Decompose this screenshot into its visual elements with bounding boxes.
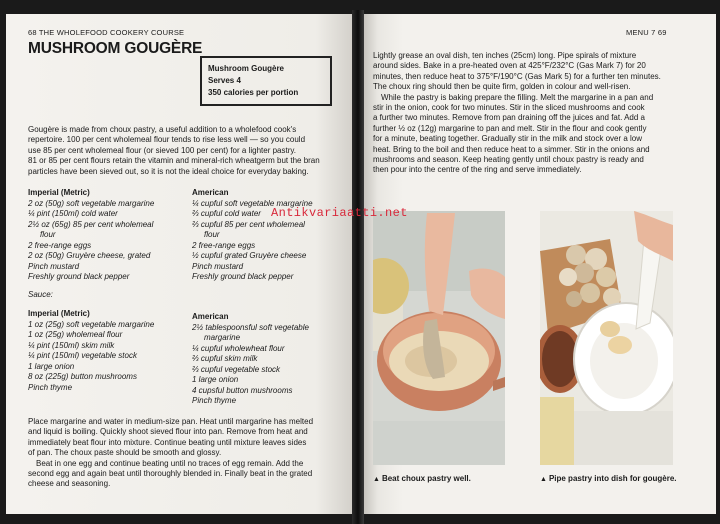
book-gutter bbox=[352, 10, 364, 524]
pastry-imperial-heading: Imperial (Metric) bbox=[28, 188, 90, 197]
method-line: The choux ring should then be quite firm, golden in colour and well-risen. bbox=[373, 82, 631, 92]
caption-right bbox=[540, 474, 677, 483]
method-line: stir in the onion, cook for two minutes. Stir in the sliced mushrooms and cook bbox=[373, 103, 645, 113]
recipe-title: MUSHROOM GOUGÈRE bbox=[28, 40, 203, 57]
method-line: cheese and seasoning. bbox=[28, 479, 111, 489]
ingredient-item: 2 oz (50g) Gruyère cheese, grated bbox=[28, 251, 151, 260]
ingredient-item: 4 cupsful button mushrooms bbox=[192, 385, 293, 395]
right-running-header: MENU 7 69 bbox=[626, 28, 667, 37]
ingredient-item: 1 oz (25g) wholemeal flour bbox=[28, 330, 123, 339]
intro-line: particles have been sieved out, so it is not the ideal choice for everyday baking. bbox=[28, 166, 309, 176]
ingredient-item: 2½ tablespoonsful soft vegetable bbox=[192, 322, 309, 332]
method-line: Place margarine and water in medium-size pan. Heat until margarine has melted bbox=[28, 417, 314, 426]
pastry-american-heading: American bbox=[192, 188, 229, 197]
ingredient-item: ⅔ cupful skim milk bbox=[192, 354, 258, 363]
pastry-american-column bbox=[192, 188, 342, 283]
method-line: Beat in one egg and continue beating until no traces of egg remain. Add the bbox=[36, 458, 304, 468]
ingredient-item: ¼ cupful wholewheat flour bbox=[192, 343, 285, 353]
method-line: of pan. The choux paste should be smooth and glossy. bbox=[28, 448, 222, 458]
beating-pastry-photo bbox=[373, 211, 505, 465]
ingredient-item: ⅔ cupful cold water bbox=[192, 209, 261, 218]
method-line: then pour into the centre of the ring and serve immediately. bbox=[373, 165, 582, 175]
intro-line: use 85 per cent wholemeal flour (or sieved 100 per cent) for a lighter pastry. bbox=[28, 145, 296, 155]
sauce-imperial-column bbox=[28, 309, 193, 393]
caption-arrow-icon: ▲ bbox=[373, 476, 380, 483]
ingredient-item: Pinch thyme bbox=[192, 396, 237, 405]
piping-pastry-illustration bbox=[540, 211, 673, 465]
pastry-imperial-list bbox=[28, 199, 193, 283]
left-method-paragraph bbox=[28, 417, 339, 490]
piping-pastry-photo bbox=[540, 211, 673, 465]
ingredient-item: 2 free-range eggs bbox=[28, 240, 92, 250]
ingredient-item: flour bbox=[204, 230, 220, 239]
method-line: and liquid is boiling. Quickly shoot sieved flour into pan. Remove from heat and bbox=[28, 427, 308, 437]
info-serves: Serves 4 bbox=[208, 76, 241, 85]
recipe-info-box bbox=[200, 56, 332, 106]
sauce-american-heading: American bbox=[192, 312, 229, 321]
ingredient-item: 2 oz (50g) soft vegetable margarine bbox=[28, 198, 155, 208]
method-line: around sides. Bake in a pre-heated oven at 425°F/232°C (Gas Mark 7) for 20 bbox=[373, 61, 646, 71]
ingredient-item: Freshly ground black pepper bbox=[192, 272, 294, 281]
intro-paragraph bbox=[28, 125, 339, 177]
method-line: While the pastry is baking prepare the filling. Melt the margarine in a pan and bbox=[381, 92, 654, 102]
info-recipe-name: Mushroom Gougère bbox=[208, 64, 285, 73]
ingredient-item: ¼ pint (150ml) vegetable stock bbox=[28, 351, 137, 360]
ingredient-item: 2 free-range eggs bbox=[192, 240, 256, 250]
intro-line: Gougère is made from choux pastry, a useful addition to a wholefood cook's bbox=[28, 125, 297, 134]
ingredient-item: 1 oz (25g) soft vegetable margarine bbox=[28, 319, 155, 329]
sauce-american-list bbox=[192, 323, 342, 407]
method-line: heat. Bring to the boil and then reduce heat to a simmer. Stir in the onions and bbox=[373, 144, 650, 154]
ingredient-item: 8 oz (225g) button mushrooms bbox=[28, 372, 137, 381]
ingredient-item: 1 large onion bbox=[28, 361, 75, 371]
intro-line: repertoire. 100 per cent wholemeal flour tends to rise less well — so you could bbox=[28, 135, 306, 145]
sauce-imperial-heading: Imperial (Metric) bbox=[28, 309, 90, 318]
ingredient-item: ¼ cupful soft vegetable margarine bbox=[192, 198, 313, 208]
ingredient-item: Pinch thyme bbox=[28, 382, 73, 392]
caption-arrow-icon: ▲ bbox=[540, 476, 547, 483]
method-line: second egg and again beat until thoroughly blended in. Finally beat in the grated bbox=[28, 469, 313, 479]
ingredient-item: ¼ pint (150ml) skim milk bbox=[28, 340, 115, 350]
method-line: a further two minutes. Remove from pan draining off the juices and fat. Add a bbox=[373, 113, 646, 123]
pastry-imperial-column bbox=[28, 188, 193, 283]
ingredient-item: 2½ oz (65g) 85 per cent wholemeal bbox=[28, 219, 154, 229]
info-calories: 350 calories per portion bbox=[208, 88, 299, 97]
right-method-paragraph bbox=[373, 51, 676, 176]
ingredient-item: Pinch mustard bbox=[192, 261, 244, 271]
method-line: mushrooms and season. Keep heating gently until choux pastry is ready and bbox=[373, 155, 644, 165]
ingredient-item: ⅔ cupful vegetable stock bbox=[192, 364, 281, 374]
intro-line: 81 or 85 per cent flours retain the vitamin and mineral-rich wheatgerm but the bran bbox=[28, 156, 320, 166]
ingredient-item: ½ cupful grated Gruyère cheese bbox=[192, 251, 307, 260]
watermark: Antikvariaatti.net bbox=[271, 206, 408, 220]
caption-left bbox=[373, 474, 471, 483]
caption-left-text: Beat choux pastry well. bbox=[381, 474, 471, 483]
method-line: further ½ oz (12g) margarine to pan and melt. Stir in the flour and cook gently bbox=[373, 123, 647, 133]
sauce-label: Sauce: bbox=[28, 290, 53, 299]
method-line: for a minute, beating together. Gradually stir in the milk and stock over a low bbox=[373, 134, 643, 144]
ingredient-item: 1 large onion bbox=[192, 375, 239, 384]
sauce-american-column bbox=[192, 312, 342, 407]
left-running-header: 68 THE WHOLEFOOD COOKERY COURSE bbox=[28, 28, 185, 37]
beating-pastry-illustration bbox=[373, 211, 505, 465]
ingredient-item: Pinch mustard bbox=[28, 261, 80, 271]
ingredient-item: ⅔ cupful 85 per cent wholemeal bbox=[192, 219, 305, 229]
ingredient-item: flour bbox=[40, 230, 56, 239]
sauce-imperial-list bbox=[28, 320, 193, 394]
ingredient-item: margarine bbox=[204, 333, 241, 342]
method-line: Lightly grease an oval dish, ten inches (25cm) long. Pipe spirals of mixture bbox=[373, 51, 637, 60]
ingredient-item: ¼ pint (150ml) cold water bbox=[28, 209, 118, 218]
method-line: immediately beat flour into mixture. Continue beating until mixture leaves sides bbox=[28, 437, 307, 447]
caption-right-text: Pipe pastry into dish for gougère. bbox=[548, 474, 677, 483]
ingredient-item: Freshly ground black pepper bbox=[28, 272, 130, 281]
method-line: minutes, then reduce heat to 375°F/190°C (Gas Mark 5) for a further ten minutes. bbox=[373, 71, 661, 81]
